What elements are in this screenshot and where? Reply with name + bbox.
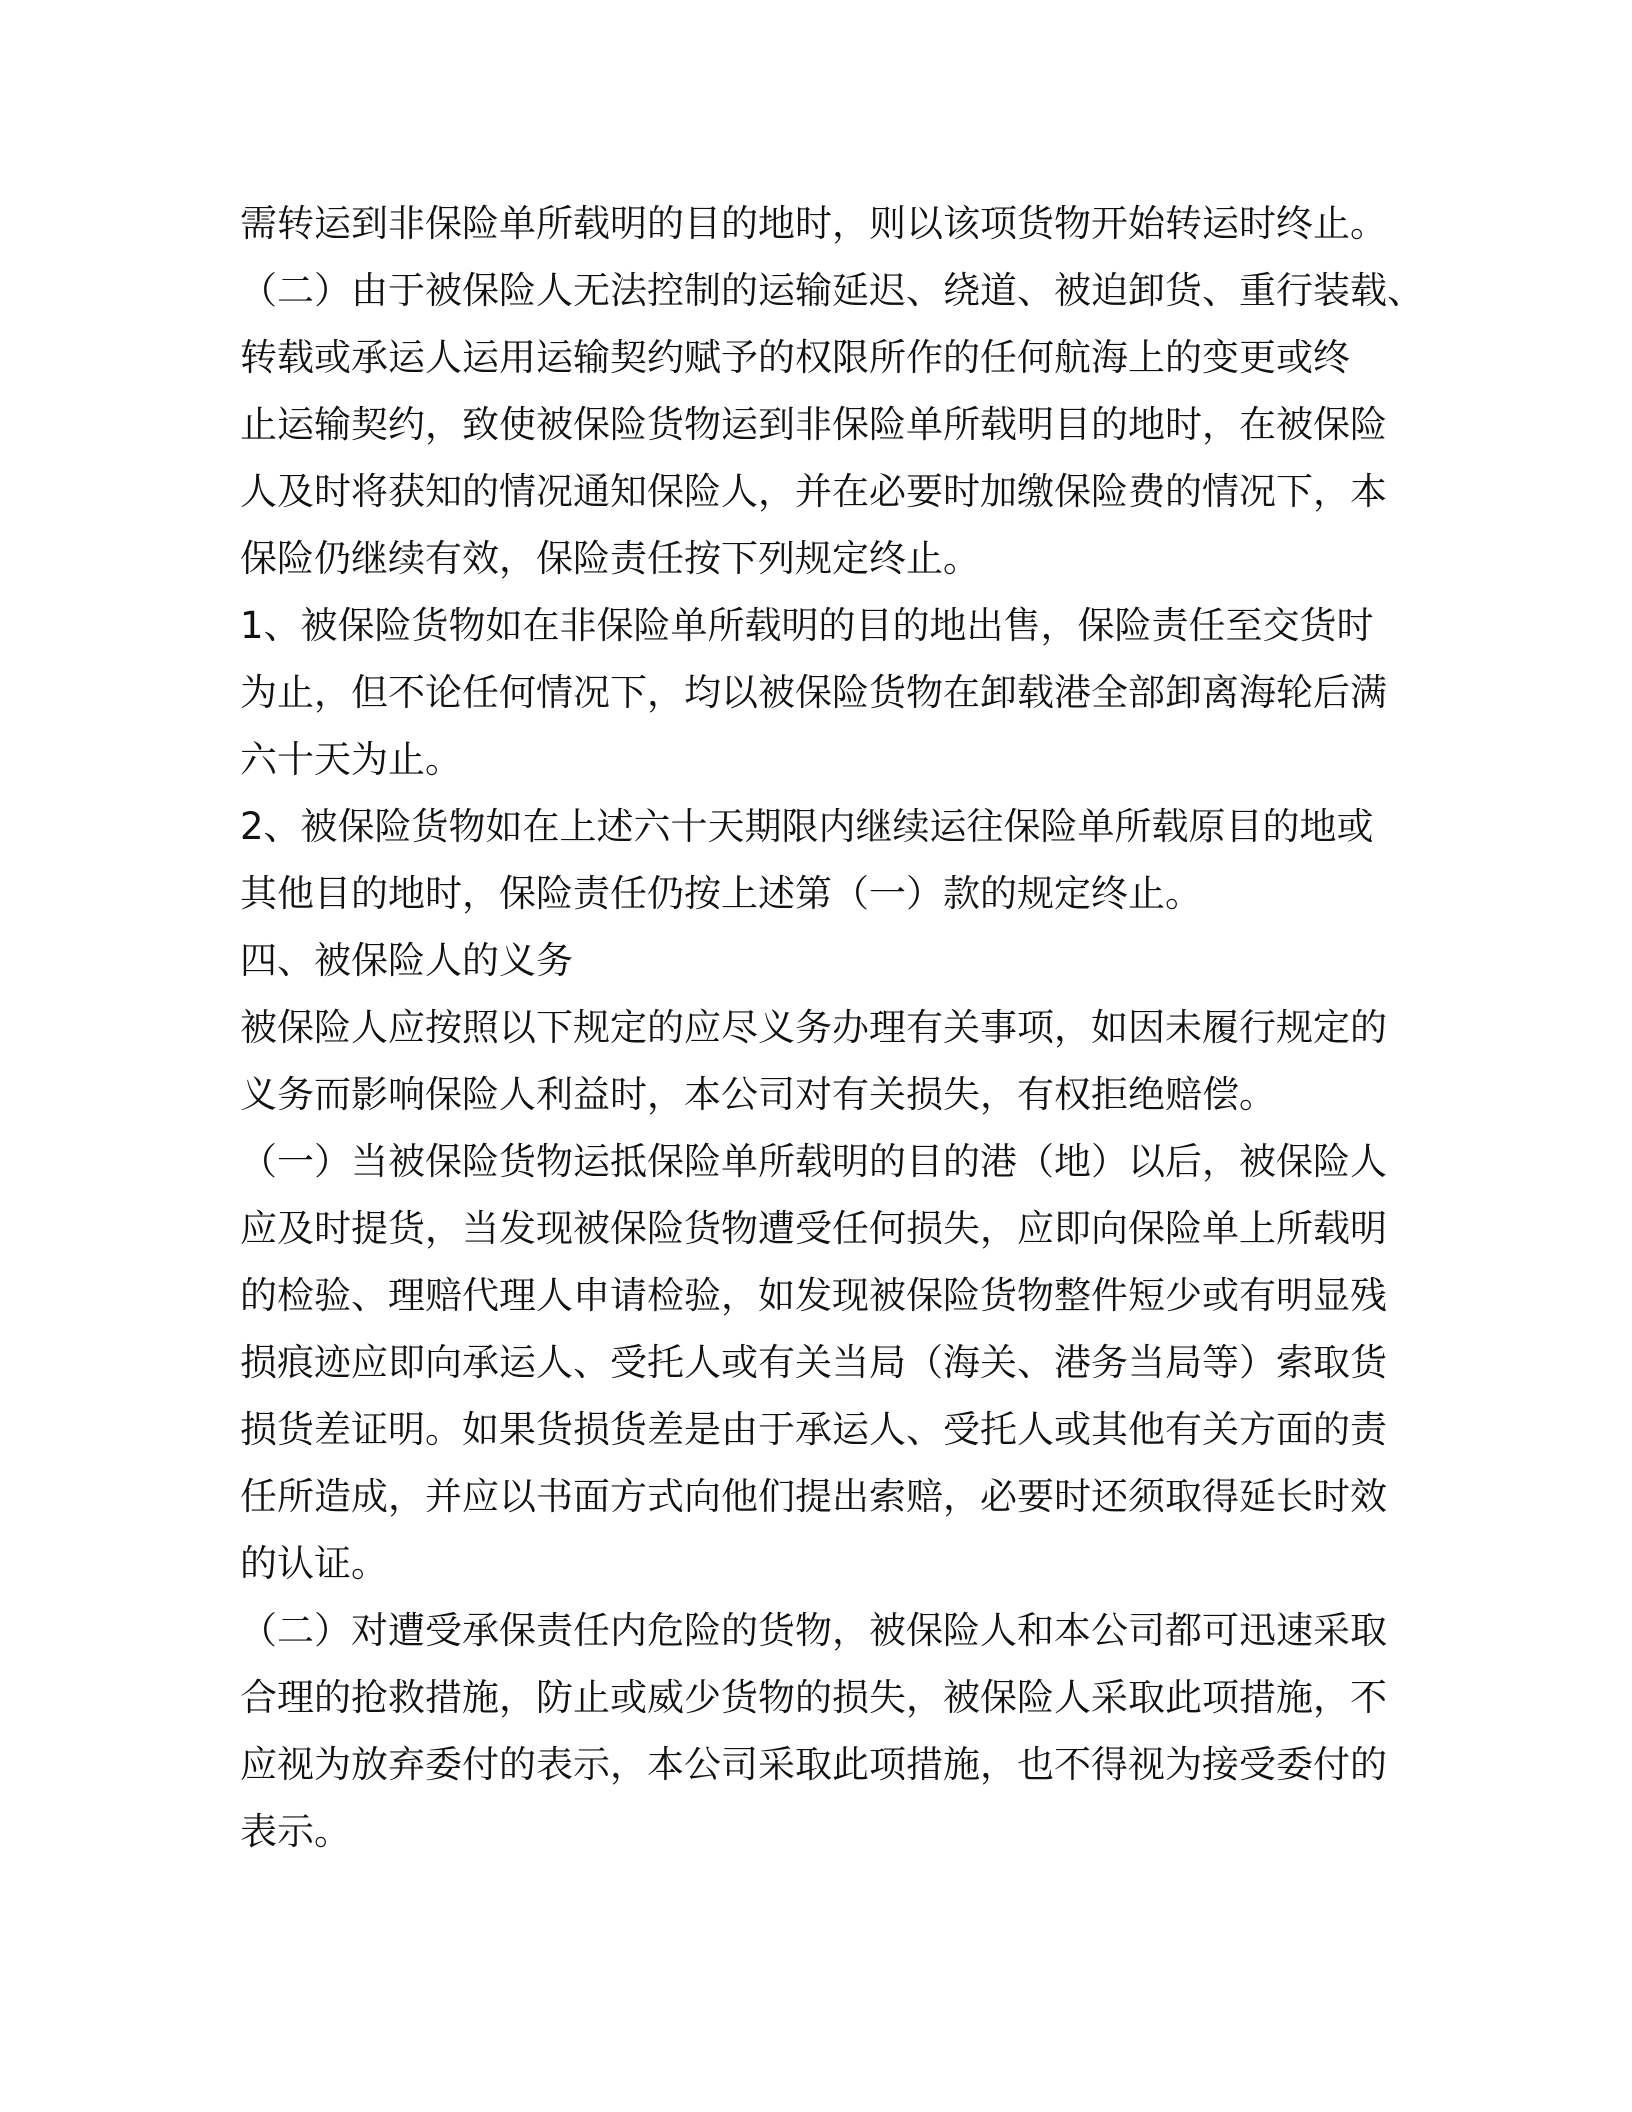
text-line: 转载或承运人运用运输契约赋予的权限所作的任何航海上的变更或终 (240, 336, 1350, 379)
text-line: 表示。 (240, 1810, 351, 1853)
text-line: 义务而影响保险人利益时，本公司对有关损失，有权拒绝赔偿。 (240, 1073, 1276, 1116)
text-line: 的认证。 (240, 1542, 388, 1585)
text-line: 损货差证明。如果货损货差是由于承运人、受托人或其他有关方面的责 (240, 1408, 1387, 1451)
text-line: 任所造成，并应以书面方式向他们提出索赔，必要时还须取得延长时效 (240, 1475, 1387, 1518)
text-line: 应及时提货，当发现被保险货物遭受任何损失，应即向保险单上所载明 (240, 1207, 1387, 1250)
text-line: 2、被保险货物如在上述六十天期限内继续运往保险单所载原目的地或 (240, 805, 1374, 848)
text-line: 六十天为止。 (240, 738, 462, 781)
text-line: 1、被保险货物如在非保险单所载明的目的地出售，保险责任至交货时 (240, 604, 1374, 647)
text-line: 的检验、理赔代理人申请检验，如发现被保险货物整件短少或有明显残 (240, 1274, 1387, 1317)
text-line: 其他目的地时，保险责任仍按上述第（一）款的规定终止。 (240, 872, 1202, 915)
text-line: （二）对遭受承保责任内危险的货物，被保险人和本公司都可迅速采取 (240, 1609, 1387, 1652)
text-line: 损痕迹应即向承运人、受托人或有关当局（海关、港务当局等）索取货 (240, 1341, 1387, 1384)
text-line: 合理的抢救措施，防止或威少货物的损失，被保险人采取此项措施，不 (240, 1676, 1387, 1719)
text-line: 应视为放弃委付的表示，本公司采取此项措施，也不得视为接受委付的 (240, 1743, 1387, 1786)
text-line: 止运输契约，致使被保险货物运到非保险单所载明目的地时，在被保险 (240, 403, 1387, 446)
text-line: 保险仍继续有效，保险责任按下列规定终止。 (240, 537, 980, 580)
text-line: 需转运到非保险单所载明的目的地时，则以该项货物开始转运时终止。 (240, 202, 1387, 245)
document-page (240, 190, 1424, 1865)
text-line: 人及时将获知的情况通知保险人，并在必要时加缴保险费的情况下，本 (240, 470, 1387, 513)
text-line: （二）由于被保险人无法控制的运输延迟、绕道、被迫卸货、重行装载、 (240, 269, 1424, 312)
section-heading: 四、被保险人的义务 (240, 939, 573, 982)
text-line: 被保险人应按照以下规定的应尽义务办理有关事项，如因未履行规定的 (240, 1006, 1387, 1049)
text-line: 为止，但不论任何情况下，均以被保险货物在卸载港全部卸离海轮后满 (240, 671, 1387, 714)
text-line: （一）当被保险货物运抵保险单所载明的目的港（地）以后，被保险人 (240, 1140, 1387, 1183)
